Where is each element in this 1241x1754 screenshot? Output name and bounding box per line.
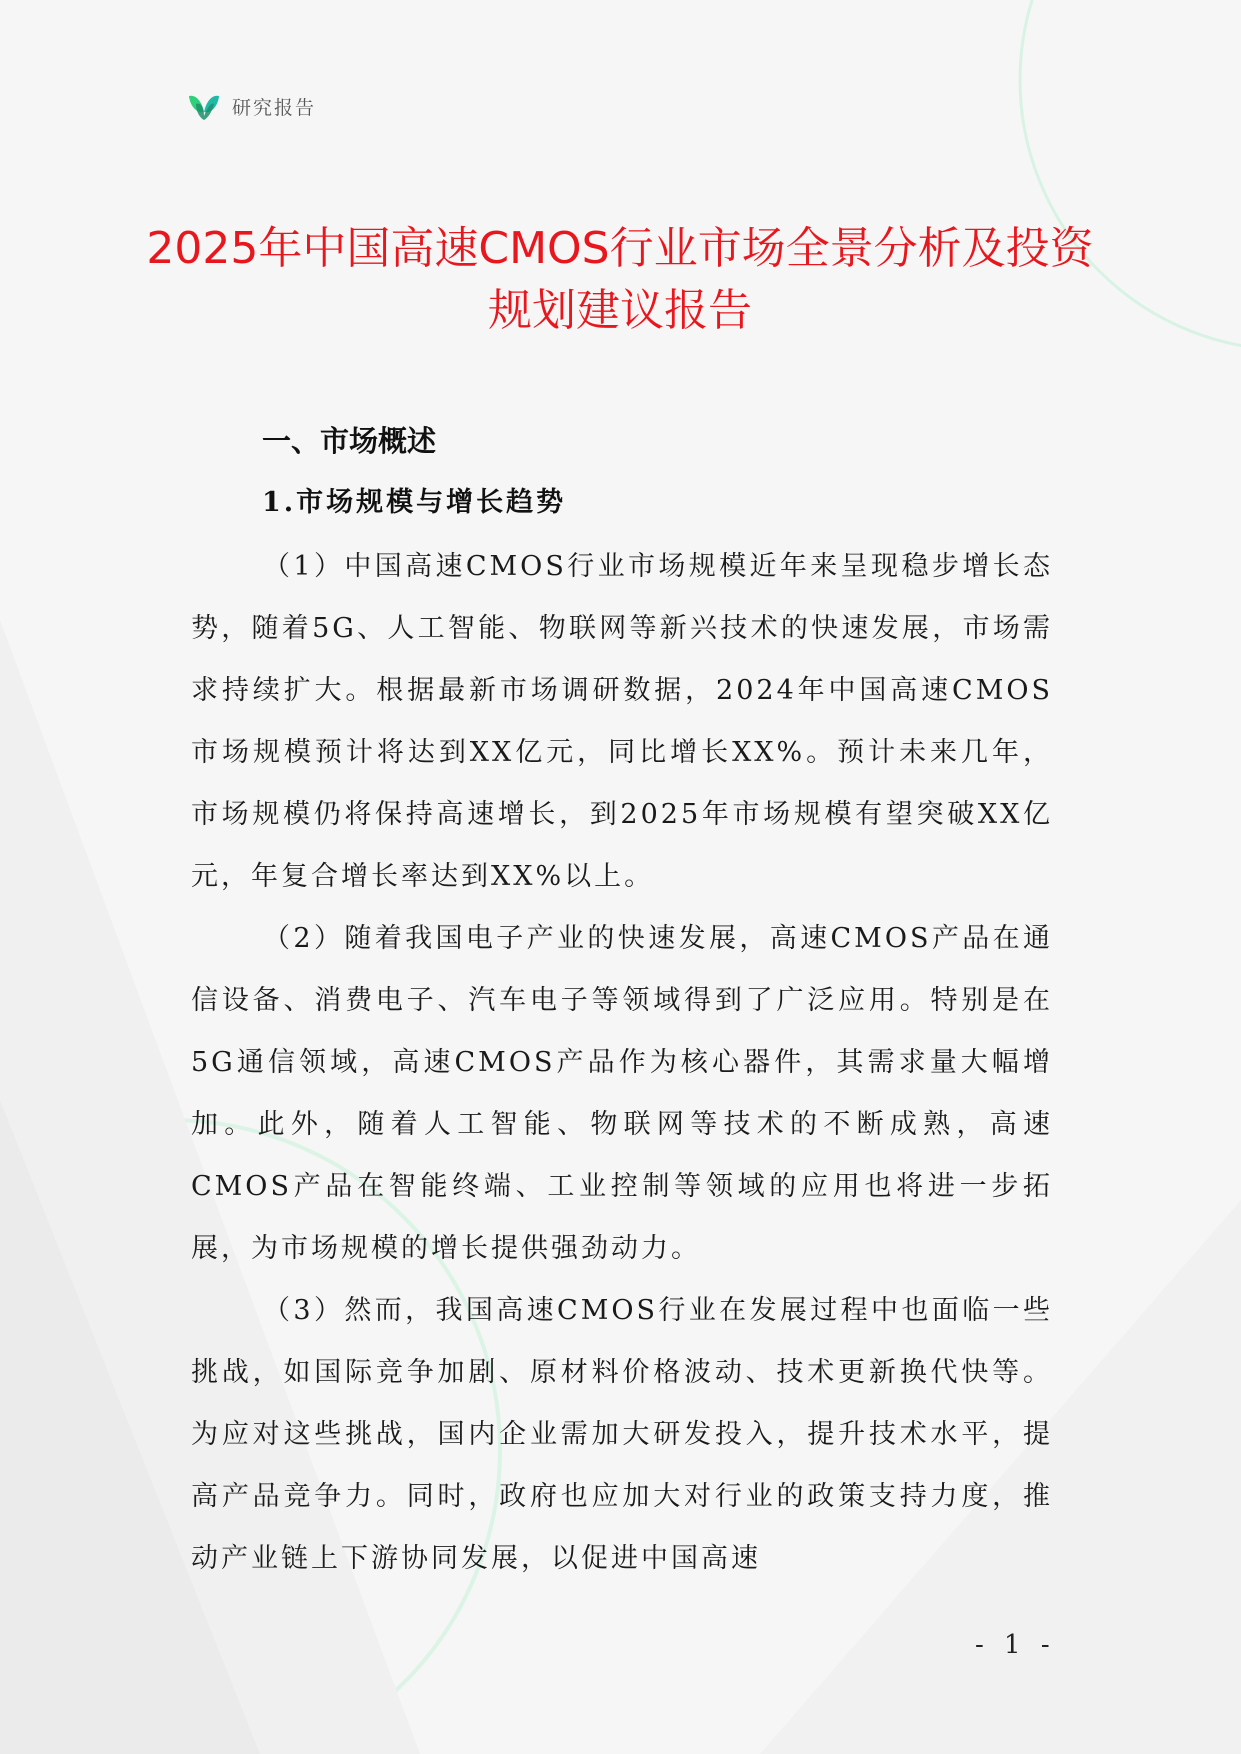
leaf-logo-icon [186, 90, 222, 122]
paragraph-2: （2）随着我国电子产业的快速发展，高速CMOS产品在通信设备、消费电子、汽车电子等领域得到了广泛应用。特别是在5G通信领域，高速CMOS产品作为核心器件，其需求量大幅增加。此外，随着人工智能、物联网等技术的不断成熟，高速CMOS产品在智能终端、工业控制等领域的应用也将进一步拓展，为市场规模的增长提供强劲动力。 [191, 923, 1053, 1264]
document-title: 2025年中国高速CMOS行业市场全景分析及投资规划建议报告 [146, 223, 1094, 336]
page-number: - 1 - [975, 1630, 1056, 1660]
paragraph-3: （3）然而，我国高速CMOS行业在发展过程中也面临一些挑战，如国际竞争加剧、原材料价格波动、技术更新换代快等。为应对这些挑战，国内企业需加大研发投入，提升技术水平，提高产品竞争力。同时，政府也应加大对行业的政策支持力度，推动产业链上下游协同发展，以促进中国高速 [191, 1295, 1053, 1574]
brand-header [186, 88, 316, 124]
brand-label: 研究报告 [232, 96, 317, 119]
section-heading: 一、市场概述 [262, 424, 437, 458]
paragraph-1: （1）中国高速CMOS行业市场规模近年来呈现稳步增长态势，随着5G、人工智能、物联网等新兴技术的快速发展，市场需求持续扩大。根据最新市场调研数据，2024年中国高速CMOS市场规模预计将达到XX亿元，同比增长XX%。预计未来几年，市场规模仍将保持高速增长，到2025年市场规模有望突破XX亿元，年复合增长率达到XX%以上。 [191, 551, 1053, 892]
sub-heading: 1.市场规模与增长趋势 [262, 487, 567, 518]
